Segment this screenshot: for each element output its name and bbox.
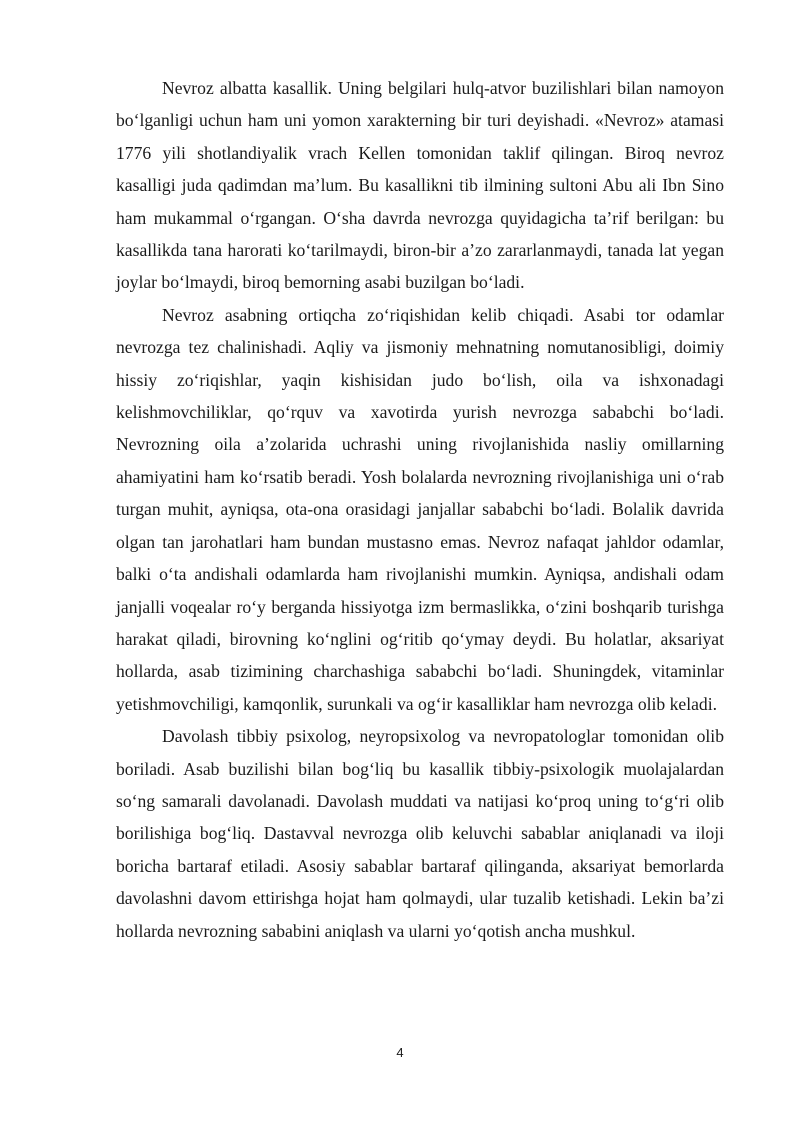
body-text	[116, 72, 724, 947]
page-number: 4	[396, 1045, 404, 1060]
paragraph-causes: Nevroz asabning ortiqcha zo‘riqishidan kelib chiqadi. Asabi tor odamlar nevrozga tez chalinishadi. Aqliy va jismoniy mehnatning nomutanosibligi, doimiy hissiy zo‘riqishlar, yaqin kishisidan judo bo‘lish, oila va ishxonadagi kelishmovchiliklar, qo‘rquv va xavotirda yurish nevrozga sababchi bo‘ladi. Nevrozning oila a’zolarida uchrashi uning rivojlanishida nasliy omillarning ahamiyatini ham ko‘rsatib beradi. Yosh bolalarda nevrozning rivojlanishiga uni o‘rab turgan muhit, ayniqsa, ota-ona orasidagi janjallar sababchi bo‘ladi. Bolalik davrida olgan tan jarohatlari ham bundan mustasno emas. Nevroz nafaqat jahldor odamlar, balki o‘ta andishali odamlarda ham rivojlanishi mumkin. Ayniqsa, andishali odam janjalli voqealar ro‘y berganda hissiyotga izm bermaslikka, o‘zini boshqarib turishga harakat qiladi, birovning ko‘nglini og‘ritib qo‘ymay deydi. Bu holatlar, aksariyat hollarda, asab tizimining charchashiga sababchi bo‘ladi. Shuningdek, vitaminlar yetishmovchiligi, kamqonlik, surunkali va og‘ir kasalliklar ham nevrozga olib keladi.	[116, 304, 724, 714]
paragraph-treatment: Davolash tibbiy psixolog, neyropsixolog va nevropatologlar tomonidan olib boriladi. Asab buzilishi bilan bog‘liq bu kasallik tibbiy-psixologik muolajalardan so‘ng samarali davolanadi. Davolash muddati va natijasi ko‘proq uning to‘g‘ri olib borilishiga bog‘liq. Dastavval nevrozga olib keluvchi sabablar aniqlanadi va iloji boricha bartaraf etiladi. Asosiy sabablar bartaraf qilinganda, aksariyat bemorlarda davolashni davom ettirishga hojat ham qolmaydi, ular tuzalib ketishadi. Lekin ba’zi hollarda nevrozning sababini aniqlash va ularni yo‘qotish ancha mushkul.	[116, 726, 724, 941]
paragraph-definition: Nevroz albatta kasallik. Uning belgilari hulq-atvor buzilishlari bilan namoyon bo‘lganligi uchun ham uni yomon xarakterning bir turi deyishadi. «Nevroz» atamasi 1776 yili shotlandiyalik vrach Kellen tomonidan taklif qilingan. Biroq nevroz kasalligi juda qadimdan ma’lum. Bu kasallikni tib ilmining sultoni Abu ali Ibn Sino ham mukammal o‘rgangan. O‘sha davrda nevrozga quyidagicha ta’rif berilgan: bu kasallikda tana harorati ko‘tarilmaydi, biron-bir a’zo zararlanmaydi, tanada lat yegan joylar bo‘lmaydi, biroq bemorning asabi buzilgan bo‘ladi.	[116, 78, 724, 293]
